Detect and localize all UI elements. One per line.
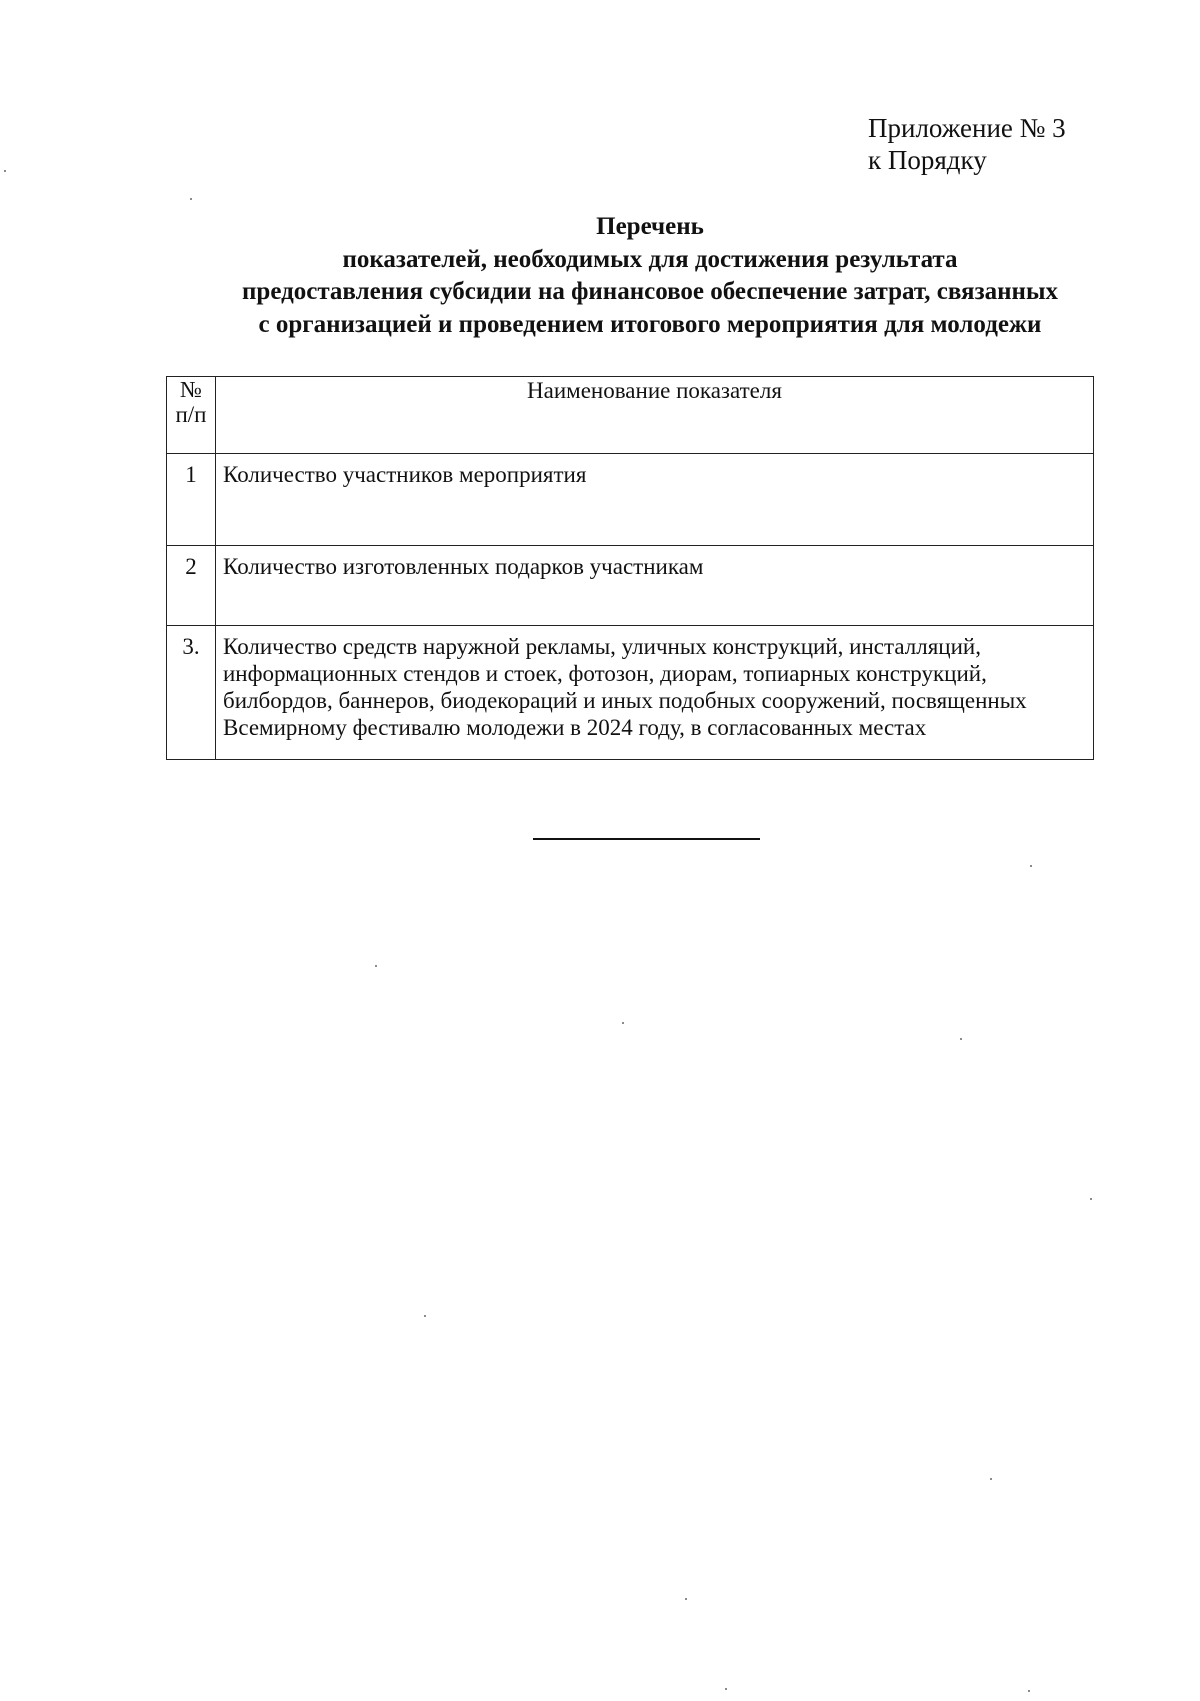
header-number-abbrev: п/п xyxy=(175,402,207,427)
title-line-2: показателей, необходимых для достижения результата xyxy=(342,245,958,273)
indicators-table xyxy=(166,376,1094,760)
row-number: 2 xyxy=(167,546,216,626)
title-line-3: предоставления субсидии на финансовое обеспечение затрат, связанных xyxy=(242,278,1058,305)
scan-speck xyxy=(1028,1690,1030,1692)
appendix-label xyxy=(868,112,1066,176)
scan-speck xyxy=(622,1022,624,1024)
scan-speck xyxy=(4,170,6,172)
header-number-cell xyxy=(167,377,216,454)
table-row xyxy=(167,626,1094,760)
row-number: 1 xyxy=(167,454,216,546)
scan-speck xyxy=(424,1315,426,1317)
scan-speck xyxy=(685,1598,687,1600)
title-line-4: с организацией и проведением итогового мероприятия для молодежи xyxy=(258,310,1042,338)
document-end-line xyxy=(533,838,760,840)
scan-speck xyxy=(725,1688,727,1690)
row-indicator-line: информационных стендов и стоек, фотозон, диорам, топиарных конструкций, xyxy=(223,661,987,686)
scan-speck xyxy=(190,198,192,200)
header-name-cell: Наименование показателя xyxy=(216,377,1094,454)
title-line-1: Перечень xyxy=(596,213,704,240)
scan-speck xyxy=(990,1478,992,1480)
scan-speck xyxy=(960,1038,962,1040)
row-indicator-name: Количество изготовленных подарков участникам xyxy=(216,546,1094,626)
document-title xyxy=(150,211,1150,341)
row-indicator-line: билбордов, баннеров, биодекораций и иных подобных сооружений, посвященных xyxy=(223,688,1027,713)
scan-speck xyxy=(1030,865,1032,867)
table-row xyxy=(167,546,1094,626)
row-indicator-line: Количество средств наружной рекламы, уличных конструкций, инсталляций, xyxy=(223,634,981,659)
header-number-symbol: № xyxy=(180,377,202,402)
table-header-row xyxy=(167,377,1094,454)
appendix-reference: к Порядку xyxy=(868,145,987,175)
table-row xyxy=(167,454,1094,546)
row-indicator-line: Всемирному фестивалю молодежи в 2024 году, в согласованных местах xyxy=(223,715,927,740)
row-indicator-name: Количество участников мероприятия xyxy=(216,454,1094,546)
scan-speck xyxy=(375,965,377,967)
scan-speck xyxy=(1090,1198,1092,1200)
row-number: 3. xyxy=(167,626,216,760)
appendix-number: Приложение № 3 xyxy=(868,113,1066,143)
row-indicator-name xyxy=(216,626,1094,760)
